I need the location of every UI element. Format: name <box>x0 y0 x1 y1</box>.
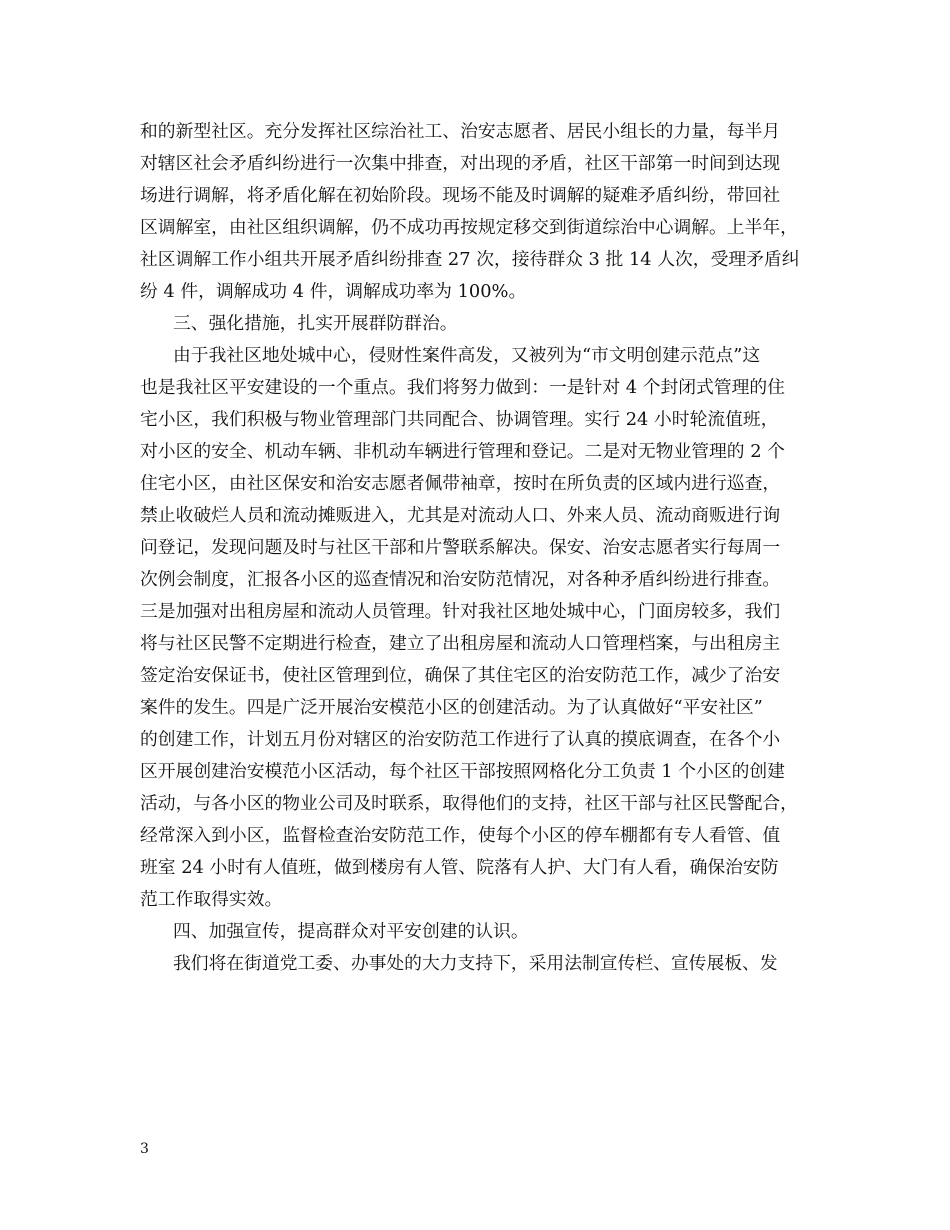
text-line: 和的新型社区。充分发挥社区综治社工、治安志愿者、居民小组长的力量，每半月 <box>140 121 781 142</box>
text-line: 问登记，发现问题及时与社区干部和片警联系解决。保安、治安志愿者实行每周一 <box>140 537 781 558</box>
text-line: 签定治安保证书，使社区管理到位，确保了其住宅区的治安防范工作，减少了治安 <box>140 665 781 686</box>
text-line: 区调解室，由社区组织调解，仍不成功再按规定移交到街道综治中心调解。上半年， <box>140 217 798 238</box>
text-line: 班室 24 小时有人值班，做到楼房有人管、院落有人护、大门有人看，确保治安防 <box>140 857 779 878</box>
text-line: 社区调解工作小组共开展矛盾纠纷排查 27 次，接待群众 3 批 14 人次，受理矛盾纠 <box>140 249 800 270</box>
body-text <box>140 116 820 980</box>
text-line: 区开展创建治安模范小区活动，每个社区干部按照网格化分工负责 1 个小区的创建 <box>140 761 785 782</box>
text-line: 宅小区，我们积极与物业管理部门共同配合、协调管理。实行 24 小时轮流值班， <box>140 409 779 430</box>
text-line: 对辖区社会矛盾纠纷进行一次集中排查，对出现的矛盾，社区干部第一时间到达现 <box>140 153 781 174</box>
text-line: 也是我社区平安建设的一个重点。我们将努力做到：一是针对 4 个封闭式管理的住 <box>140 377 785 398</box>
text-line: 住宅小区，由社区保安和治安志愿者佩带袖章，按时在所负责的区域内进行巡查， <box>140 473 781 494</box>
text-line: 案件的发生。四是广泛开展治安模范小区的创建活动。为了认真做好“平安社区” <box>140 697 763 718</box>
page-number: 3 <box>140 1141 149 1157</box>
text-line: 我们将在街道党工委、办事处的大力支持下，采用法制宣传栏、宣传展板、发 <box>173 953 778 974</box>
text-line: 对小区的安全、机动车辆、非机动车辆进行管理和登记。二是对无物业管理的 2 个 <box>140 441 785 462</box>
text-line: 次例会制度，汇报各小区的巡查情况和治安防范情况，对各种矛盾纠纷进行排查。 <box>140 569 781 590</box>
text-line: 范工作取得实效。 <box>140 889 283 910</box>
text-line: 场进行调解，将矛盾化解在初始阶段。现场不能及时调解的疑难矛盾纠纷，带回社 <box>140 185 781 206</box>
text-line: 活动，与各小区的物业公司及时联系，取得他们的支持，社区干部与社区民警配合， <box>140 793 798 814</box>
section-heading: 三、强化措施，扎实开展群防群治。 <box>173 313 458 334</box>
text-line: 纷 4 件，调解成功 4 件，调解成功率为 100%。 <box>140 281 527 302</box>
section-heading: 四、加强宣传，提高群众对平安创建的认识。 <box>173 921 529 942</box>
text-line: 将与社区民警不定期进行检查，建立了出租房屋和流动人口管理档案，与出租房主 <box>140 633 781 654</box>
text-line: 由于我社区地处城中心，侵财性案件高发，又被列为“市文明创建示范点”这 <box>173 345 761 366</box>
text-line: 三是加强对出租房屋和流动人员管理。针对我社区地处城中心，门面房较多，我们 <box>140 601 781 622</box>
text-line: 禁止收破烂人员和流动摊贩进入，尤其是对流动人口、外来人员、流动商贩进行询 <box>140 505 781 526</box>
text-line: 的创建工作，计划五月份对辖区的治安防范工作进行了认真的摸底调查，在各个小 <box>140 729 781 750</box>
text-line: 经常深入到小区，监督检查治安防范工作，使每个小区的停车棚都有专人看管、值 <box>140 825 781 846</box>
